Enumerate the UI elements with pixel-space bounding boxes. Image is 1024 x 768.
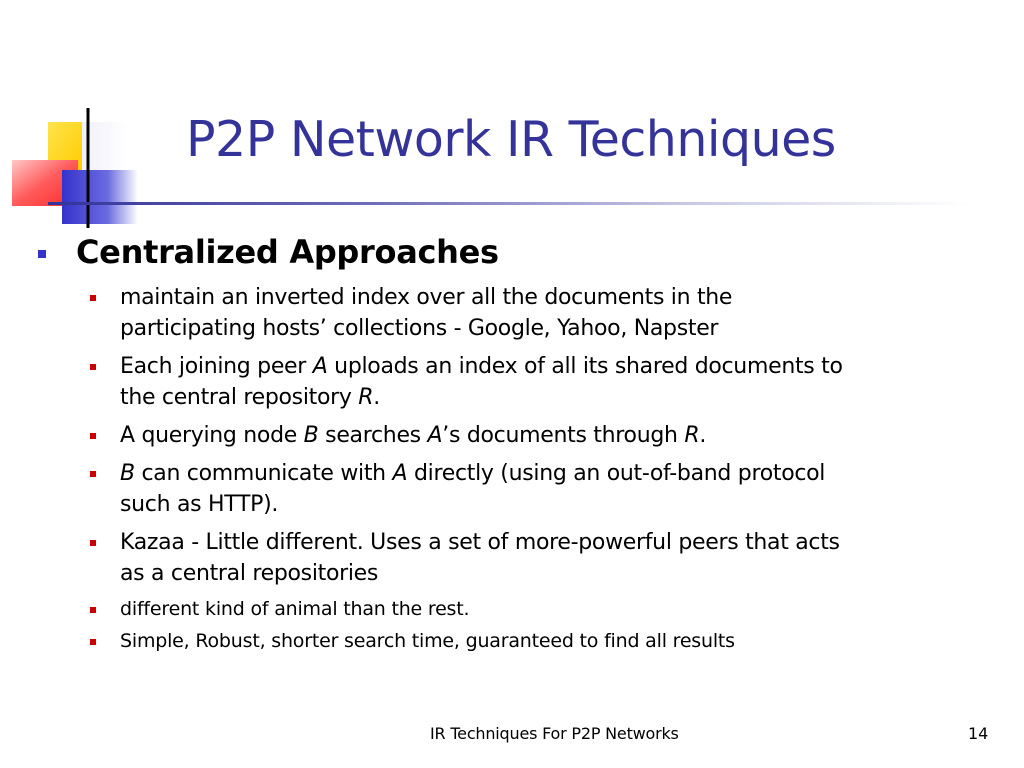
list-item — [90, 527, 990, 589]
list-item — [90, 458, 990, 520]
bullet-list — [90, 282, 990, 660]
item-text: different kind of animal than the rest. — [120, 598, 470, 620]
bullet-marker — [90, 639, 96, 645]
footer-title: IR Techniques For P2P Networks — [430, 724, 679, 743]
item-text: can communicate with — [134, 461, 393, 486]
bullet-marker — [90, 607, 96, 613]
item-text: such as HTTP). — [120, 492, 279, 517]
slide-number: 14 — [968, 724, 989, 743]
item-text: uploads an index of all its shared documents to — [327, 354, 843, 379]
slide-title: P2P Network IR Techniques — [186, 111, 836, 168]
item-text-italic: A — [392, 461, 408, 486]
item-text: maintain an inverted index over all the documents in the — [120, 285, 733, 310]
item-text-italic: R — [358, 385, 374, 410]
list-item — [90, 420, 990, 451]
item-text-italic: B — [120, 461, 135, 486]
section-heading: Centralized Approaches — [76, 233, 499, 271]
item-text: . — [373, 385, 380, 410]
title-underline — [48, 202, 970, 205]
item-text: . — [699, 423, 707, 448]
item-text-italic: R — [684, 423, 700, 448]
item-text-italic: B — [303, 423, 319, 448]
item-text: searches — [318, 423, 428, 448]
bullet-marker — [90, 471, 96, 477]
list-item — [90, 282, 990, 344]
item-text: A querying node — [120, 423, 304, 448]
item-text: Each joining peer — [120, 354, 313, 379]
item-text: Kazaa - Little different. Uses a set of more-powerful peers that acts — [120, 530, 840, 555]
bullet-marker — [90, 433, 96, 439]
item-text-italic: A — [427, 423, 443, 448]
list-item — [90, 596, 990, 623]
list-item — [90, 628, 990, 655]
item-text: the central repository — [120, 385, 359, 410]
list-item — [90, 351, 990, 413]
bullet-marker — [90, 364, 96, 370]
bullet-marker — [90, 540, 96, 546]
item-text: ’s documents through — [442, 423, 685, 448]
item-text-italic: A — [312, 354, 328, 379]
item-text: as a central repositories — [120, 561, 379, 586]
item-text: Simple, Robust, shorter search time, guaranteed to find all results — [120, 630, 735, 652]
main-bullet-square — [38, 250, 46, 258]
bullet-marker — [90, 295, 96, 301]
item-text: directly (using an out-of-band protocol — [407, 461, 826, 486]
item-text: participating hosts’ collections - Google, Yahoo, Napster — [120, 316, 719, 341]
